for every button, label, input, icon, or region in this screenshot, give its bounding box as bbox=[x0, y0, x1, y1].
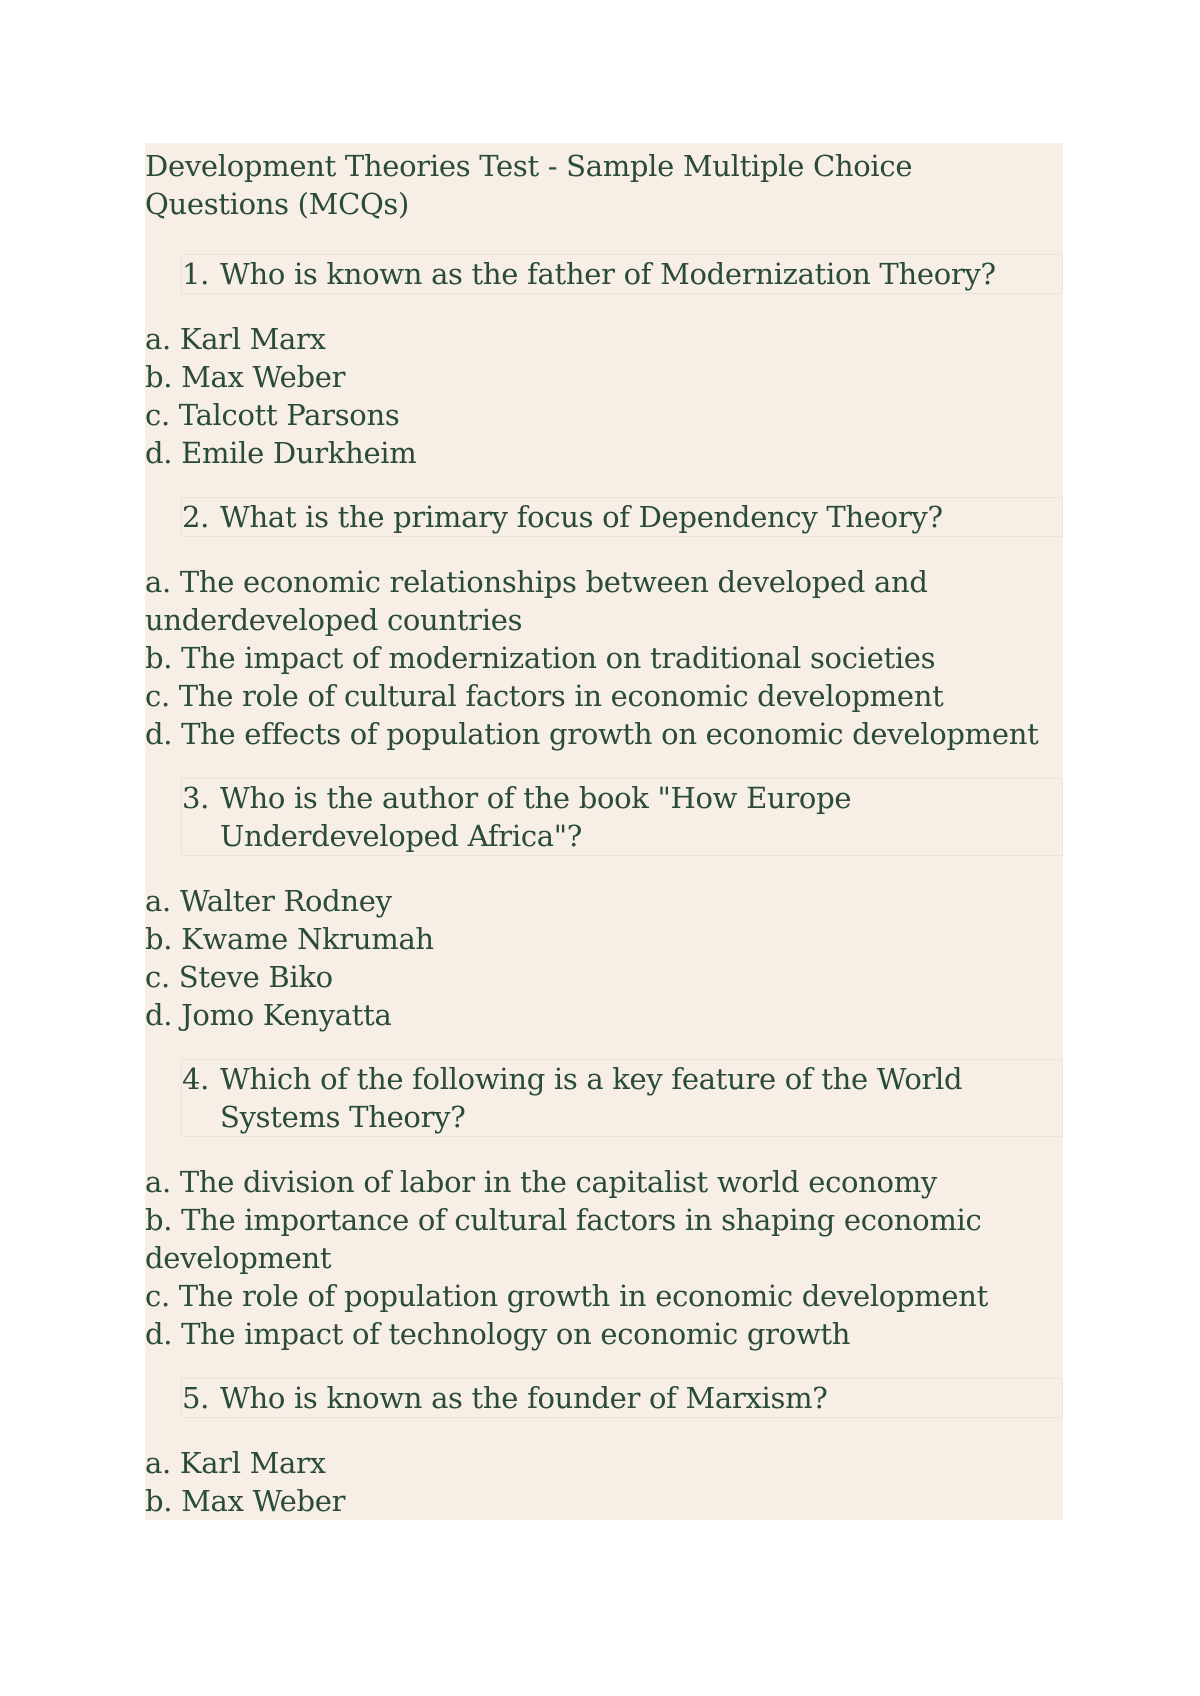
options-list bbox=[145, 1444, 1063, 1520]
question-number: 4. bbox=[182, 1062, 210, 1096]
document-page bbox=[145, 143, 1063, 1520]
question-item bbox=[181, 1059, 1063, 1137]
question-number: 1. bbox=[182, 257, 210, 291]
options-list bbox=[145, 882, 1063, 1034]
question-text: What is the primary focus of Dependency Theory? bbox=[220, 500, 943, 534]
question-block bbox=[145, 753, 1063, 1034]
option-item: a. Karl Marx bbox=[145, 1446, 326, 1480]
question-number: 3. bbox=[182, 781, 210, 815]
option-item: c. The role of population growth in economic development bbox=[145, 1279, 989, 1313]
options-list bbox=[145, 320, 1063, 472]
option-item: b. The impact of modernization on traditional societies bbox=[145, 641, 936, 675]
question-block bbox=[145, 1353, 1063, 1520]
question-text: Who is known as the founder of Marxism? bbox=[220, 1381, 828, 1415]
question-text: Which of the following is a key feature of the World Systems Theory? bbox=[220, 1062, 963, 1134]
question-number: 5. bbox=[182, 1381, 210, 1415]
option-item: c. Steve Biko bbox=[145, 960, 333, 994]
question-text: Who is known as the father of Modernization Theory? bbox=[220, 257, 996, 291]
option-item: d. The effects of population growth on economic development bbox=[145, 717, 1039, 751]
question-wrap bbox=[145, 229, 1063, 320]
question-wrap bbox=[145, 753, 1063, 882]
question-wrap bbox=[145, 1034, 1063, 1163]
option-item: c. Talcott Parsons bbox=[145, 398, 400, 432]
question-block bbox=[145, 472, 1063, 753]
question-item bbox=[181, 254, 1063, 294]
option-item: d. Emile Durkheim bbox=[145, 436, 417, 470]
option-item: b. Max Weber bbox=[145, 1484, 346, 1518]
page-title: Development Theories Test - Sample Multiple Choice Questions (MCQs) bbox=[145, 143, 1063, 229]
options-list bbox=[145, 1163, 1063, 1353]
question-block bbox=[145, 1034, 1063, 1353]
question-number: 2. bbox=[182, 500, 210, 534]
option-item: a. The economic relationships between developed and underdeveloped countries bbox=[145, 565, 928, 637]
option-item: b. Kwame Nkrumah bbox=[145, 922, 434, 956]
option-item: a. The division of labor in the capitalist world economy bbox=[145, 1165, 938, 1199]
question-wrap bbox=[145, 1353, 1063, 1444]
option-item: d. The impact of technology on economic growth bbox=[145, 1317, 851, 1351]
question-text: Who is the author of the book "How Europe Underdeveloped Africa"? bbox=[220, 781, 852, 853]
question-block bbox=[145, 229, 1063, 472]
question-wrap bbox=[145, 472, 1063, 563]
question-item bbox=[181, 1378, 1063, 1418]
option-item: b. Max Weber bbox=[145, 360, 346, 394]
question-item bbox=[181, 778, 1063, 856]
option-item: b. The importance of cultural factors in shaping economic development bbox=[145, 1203, 982, 1275]
option-item: a. Karl Marx bbox=[145, 322, 326, 356]
option-item: a. Walter Rodney bbox=[145, 884, 392, 918]
options-list bbox=[145, 563, 1063, 753]
option-item: d. Jomo Kenyatta bbox=[145, 998, 392, 1032]
question-item bbox=[181, 497, 1063, 537]
option-item: c. The role of cultural factors in economic development bbox=[145, 679, 944, 713]
